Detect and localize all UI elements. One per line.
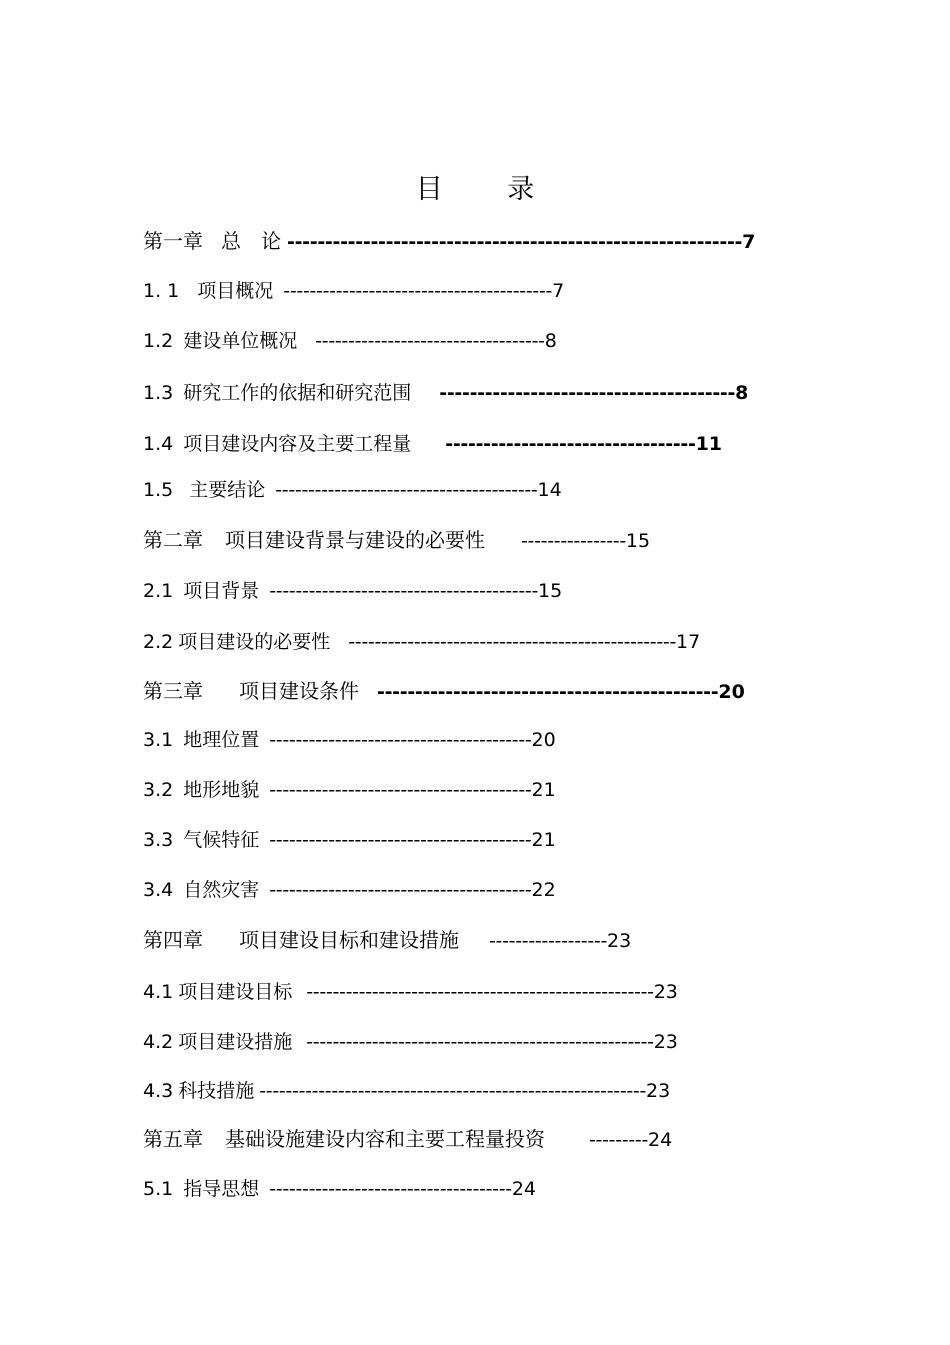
toc-section-entry[interactable] xyxy=(143,977,678,1007)
toc-entry-leader: ---------------------------------------- xyxy=(269,829,532,851)
toc-entry-page-number: 8 xyxy=(544,330,557,352)
toc-entry-number: 第一章 xyxy=(143,229,203,253)
toc-entry-number: 1.2 xyxy=(143,330,174,352)
toc-entry-title: 项目建设目标 xyxy=(178,981,293,1003)
toc-entry-page-number: 7 xyxy=(552,280,565,302)
toc-entry-page-number: 24 xyxy=(511,1178,536,1200)
toc-entry-title: 地形地貌 xyxy=(183,779,260,801)
toc-entry-leader: ---------------- xyxy=(521,530,626,552)
toc-chapter-entry[interactable] xyxy=(143,676,745,706)
toc-section-entry[interactable] xyxy=(143,429,722,459)
toc-entry-leader: ------------------------------------- xyxy=(269,1178,512,1200)
toc-entry-leader: ---------------------------------------- xyxy=(275,479,538,501)
toc-entry-number: 3.4 xyxy=(143,879,174,901)
toc-entry-title: 气候特征 xyxy=(183,829,260,851)
toc-section-entry[interactable] xyxy=(143,326,557,356)
toc-entry-number: 3.3 xyxy=(143,829,174,851)
toc-entry-leader: ---------------------------------------- xyxy=(269,729,532,751)
toc-entry-page-number: 24 xyxy=(648,1129,673,1151)
toc-entry-title: 建设单位概况 xyxy=(183,330,298,352)
toc-section-entry[interactable] xyxy=(143,1174,536,1204)
toc-entry-title: 主要结论 xyxy=(189,479,266,501)
toc-entry-number: 第二章 xyxy=(143,528,203,552)
toc-section-entry[interactable] xyxy=(143,276,564,306)
toc-entry-leader: -------------------------------------------------- xyxy=(348,631,677,653)
toc-entry-number: 4.1 xyxy=(143,981,174,1003)
toc-entry-leader: ---------------------------------------- xyxy=(269,879,532,901)
toc-entry-page-number: 14 xyxy=(537,479,562,501)
toc-entry-title: 项目建设的必要性 xyxy=(178,631,331,653)
toc-entry-number: 4.2 xyxy=(143,1031,174,1053)
toc-entry-number: 3.2 xyxy=(143,779,174,801)
toc-entry-number: 第三章 xyxy=(143,679,203,703)
toc-section-entry[interactable] xyxy=(143,1076,670,1106)
toc-section-entry[interactable] xyxy=(143,725,556,755)
toc-entry-page-number: 23 xyxy=(653,981,678,1003)
toc-section-entry[interactable] xyxy=(143,475,562,505)
toc-entry-page-number: 22 xyxy=(531,879,556,901)
toc-entry-title: 项目背景 xyxy=(183,580,260,602)
toc-entry-title: 项目建设措施 xyxy=(178,1031,293,1053)
toc-section-entry[interactable] xyxy=(143,775,556,805)
toc-entry-title: 项目建设条件 xyxy=(239,679,359,703)
toc-section-entry[interactable] xyxy=(143,1027,678,1057)
toc-entry-page-number: 23 xyxy=(653,1031,678,1053)
toc-section-entry[interactable] xyxy=(143,378,748,408)
toc-entry-title: 地理位置 xyxy=(183,729,260,751)
toc-entry-leader: ------------------ xyxy=(489,930,608,952)
toc-entry-leader: --------------------------------------------- xyxy=(377,681,719,703)
toc-section-entry[interactable] xyxy=(143,825,556,855)
toc-entry-page-number: 20 xyxy=(531,729,556,751)
toc-entry-page-number: 21 xyxy=(531,779,556,801)
toc-entry-leader: ----------------------------------- xyxy=(315,330,545,352)
toc-entry-number: 1.3 xyxy=(143,382,174,404)
toc-entry-page-number: 23 xyxy=(607,930,632,952)
toc-entry-leader: --------------------------------------- xyxy=(439,382,736,404)
toc-entry-leader: ----------------------------------------------------- xyxy=(306,1031,654,1053)
toc-section-entry[interactable] xyxy=(143,627,700,657)
page-title: 目 录 xyxy=(415,174,563,205)
toc-entry-leader: --------------------------------- xyxy=(445,433,696,455)
toc-entry-leader: ----------------------------------------------------------- xyxy=(259,1080,647,1102)
toc-entry-title: 项目建设内容及主要工程量 xyxy=(183,433,412,455)
toc-entry-number: 4.3 xyxy=(143,1080,174,1102)
toc-entry-number: 3.1 xyxy=(143,729,174,751)
toc-entry-page-number: 20 xyxy=(718,681,745,703)
toc-entry-leader: ------------------------------------------------------------ xyxy=(287,231,743,253)
toc-entry-page-number: 21 xyxy=(531,829,556,851)
toc-entry-number: 1. 1 xyxy=(143,280,180,302)
toc-entry-leader: ----------------------------------------------------- xyxy=(306,981,654,1003)
toc-chapter-entry[interactable] xyxy=(143,925,631,955)
toc-entry-title: 科技措施 xyxy=(178,1080,255,1102)
toc-entry-page-number: 15 xyxy=(538,580,563,602)
toc-entry-number: 5.1 xyxy=(143,1178,174,1200)
toc-entry-leader: ----------------------------------------- xyxy=(283,280,553,302)
toc-entry-leader: ---------------------------------------- xyxy=(269,779,532,801)
toc-entry-title: 总 论 xyxy=(221,229,281,253)
toc-entry-leader: ----------------------------------------- xyxy=(269,580,539,602)
toc-entry-number: 1.5 xyxy=(143,479,174,501)
toc-chapter-entry[interactable] xyxy=(143,226,755,256)
toc-entry-number: 1.4 xyxy=(143,433,174,455)
toc-entry-title: 研究工作的依据和研究范围 xyxy=(183,382,412,404)
toc-entry-title: 基础设施建设内容和主要工程量投资 xyxy=(225,1127,545,1151)
toc-entry-page-number: 15 xyxy=(625,530,651,552)
toc-chapter-entry[interactable] xyxy=(143,1124,672,1154)
toc-entry-number: 第五章 xyxy=(143,1127,203,1151)
toc-entry-leader: --------- xyxy=(589,1129,649,1151)
toc-entry-page-number: 8 xyxy=(735,382,749,404)
toc-entry-page-number: 11 xyxy=(695,433,723,455)
toc-section-entry[interactable] xyxy=(143,875,556,905)
toc-entry-page-number: 23 xyxy=(646,1080,671,1102)
toc-entry-number: 第四章 xyxy=(143,928,203,952)
toc-entry-page-number: 17 xyxy=(676,631,701,653)
toc-entry-title: 项目概况 xyxy=(197,280,274,302)
toc-entry-number: 2.1 xyxy=(143,580,174,602)
toc-section-entry[interactable] xyxy=(143,576,562,606)
toc-entry-title: 自然灾害 xyxy=(183,879,260,901)
toc-entry-title: 指导思想 xyxy=(183,1178,260,1200)
toc-entry-page-number: 7 xyxy=(742,231,756,253)
toc-entry-number: 2.2 xyxy=(143,631,174,653)
toc-entry-title: 项目建设背景与建设的必要性 xyxy=(225,528,485,552)
toc-chapter-entry[interactable] xyxy=(143,525,650,555)
toc-entry-title: 项目建设目标和建设措施 xyxy=(239,928,459,952)
